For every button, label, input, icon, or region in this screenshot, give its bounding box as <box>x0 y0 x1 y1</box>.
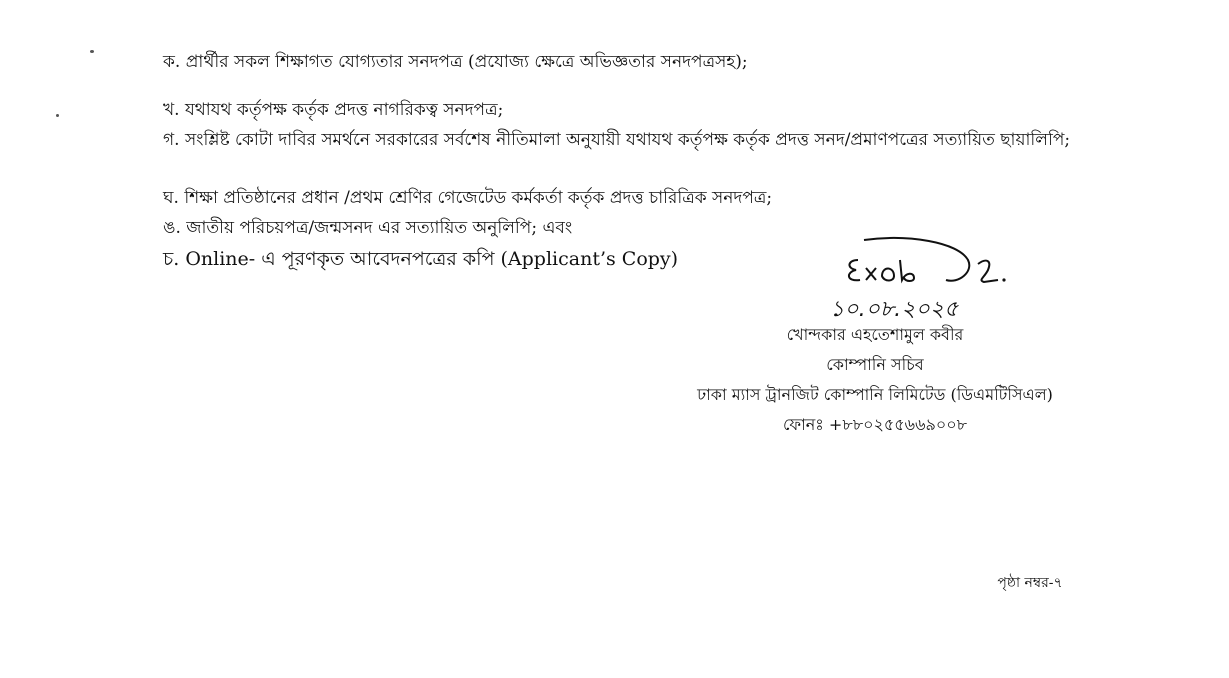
signature-block <box>640 228 1110 448</box>
list-item <box>163 125 1113 155</box>
list-item-label: চ. <box>163 248 180 270</box>
organization-name: ঢাকা ম্যাস ট্রানজিট কোম্পানি লিমিটেড (ডিএমটিসিএল) <box>697 385 1053 404</box>
list-item-text: প্রার্থীর সকল শিক্ষাগত যোগ্যতার সনদপত্র (প্রযোজ্য ক্ষেত্রে অভিজ্ঞতার সনদপত্রসহ); <box>185 52 748 72</box>
list-item <box>163 95 1113 125</box>
list-item-label: ঘ. <box>163 188 179 208</box>
handwritten-signature <box>818 230 1018 322</box>
signatory-name: খোন্দকার এহতেশামুল কবীর <box>786 325 964 344</box>
phone-number: ফোনঃ +৮৮০২৫৫৬৬৯০০৮ <box>782 415 968 434</box>
page-number: পৃষ্ঠা নম্বর-৭ <box>997 575 1063 591</box>
signatory-designation: কোম্পানি সচিব <box>826 355 924 374</box>
list-item-text: Online- এ পূরণকৃত আবেদনপত্রের কপি (Applicant’s Copy) <box>185 248 679 270</box>
scan-speck <box>56 114 59 117</box>
list-item-label: ক. <box>163 52 181 72</box>
list-item-text: জাতীয় পরিচয়পত্র/জন্মসনদ এর সত্যায়িত অনুলিপি; এবং <box>186 218 573 238</box>
list-item-label: খ. <box>163 100 180 120</box>
list-item-text: শিক্ষা প্রতিষ্ঠানের প্রধান /প্রথম শ্রেণির গেজেটেড কর্মকর্তা কর্তৃক প্রদত্ত চারিত্রিক সনদপত্র; <box>184 188 773 208</box>
signature-date: ১০.০৮.২০২৫ <box>830 297 959 322</box>
scan-speck <box>90 50 94 53</box>
list-item-text: যথাযথ কর্তৃপক্ষ কর্তৃক প্রদত্ত নাগরিকত্ব সনদপত্র; <box>184 100 504 120</box>
list-item-label: গ. <box>163 130 180 150</box>
list-item <box>163 183 1113 213</box>
list-item-label: ঙ. <box>163 218 181 238</box>
list-item <box>163 47 1113 77</box>
list-item-text: সংশ্লিষ্ট কোটা দাবির সমর্থনে সরকারের সর্বশেষ নীতিমালা অনুযায়ী যথাযথ কর্তৃপক্ষ কর্তৃক প্রদত্ত সনদ/প্রমাণপত্রের সত্যায়িত ছায়ালিপি; <box>184 130 1071 150</box>
